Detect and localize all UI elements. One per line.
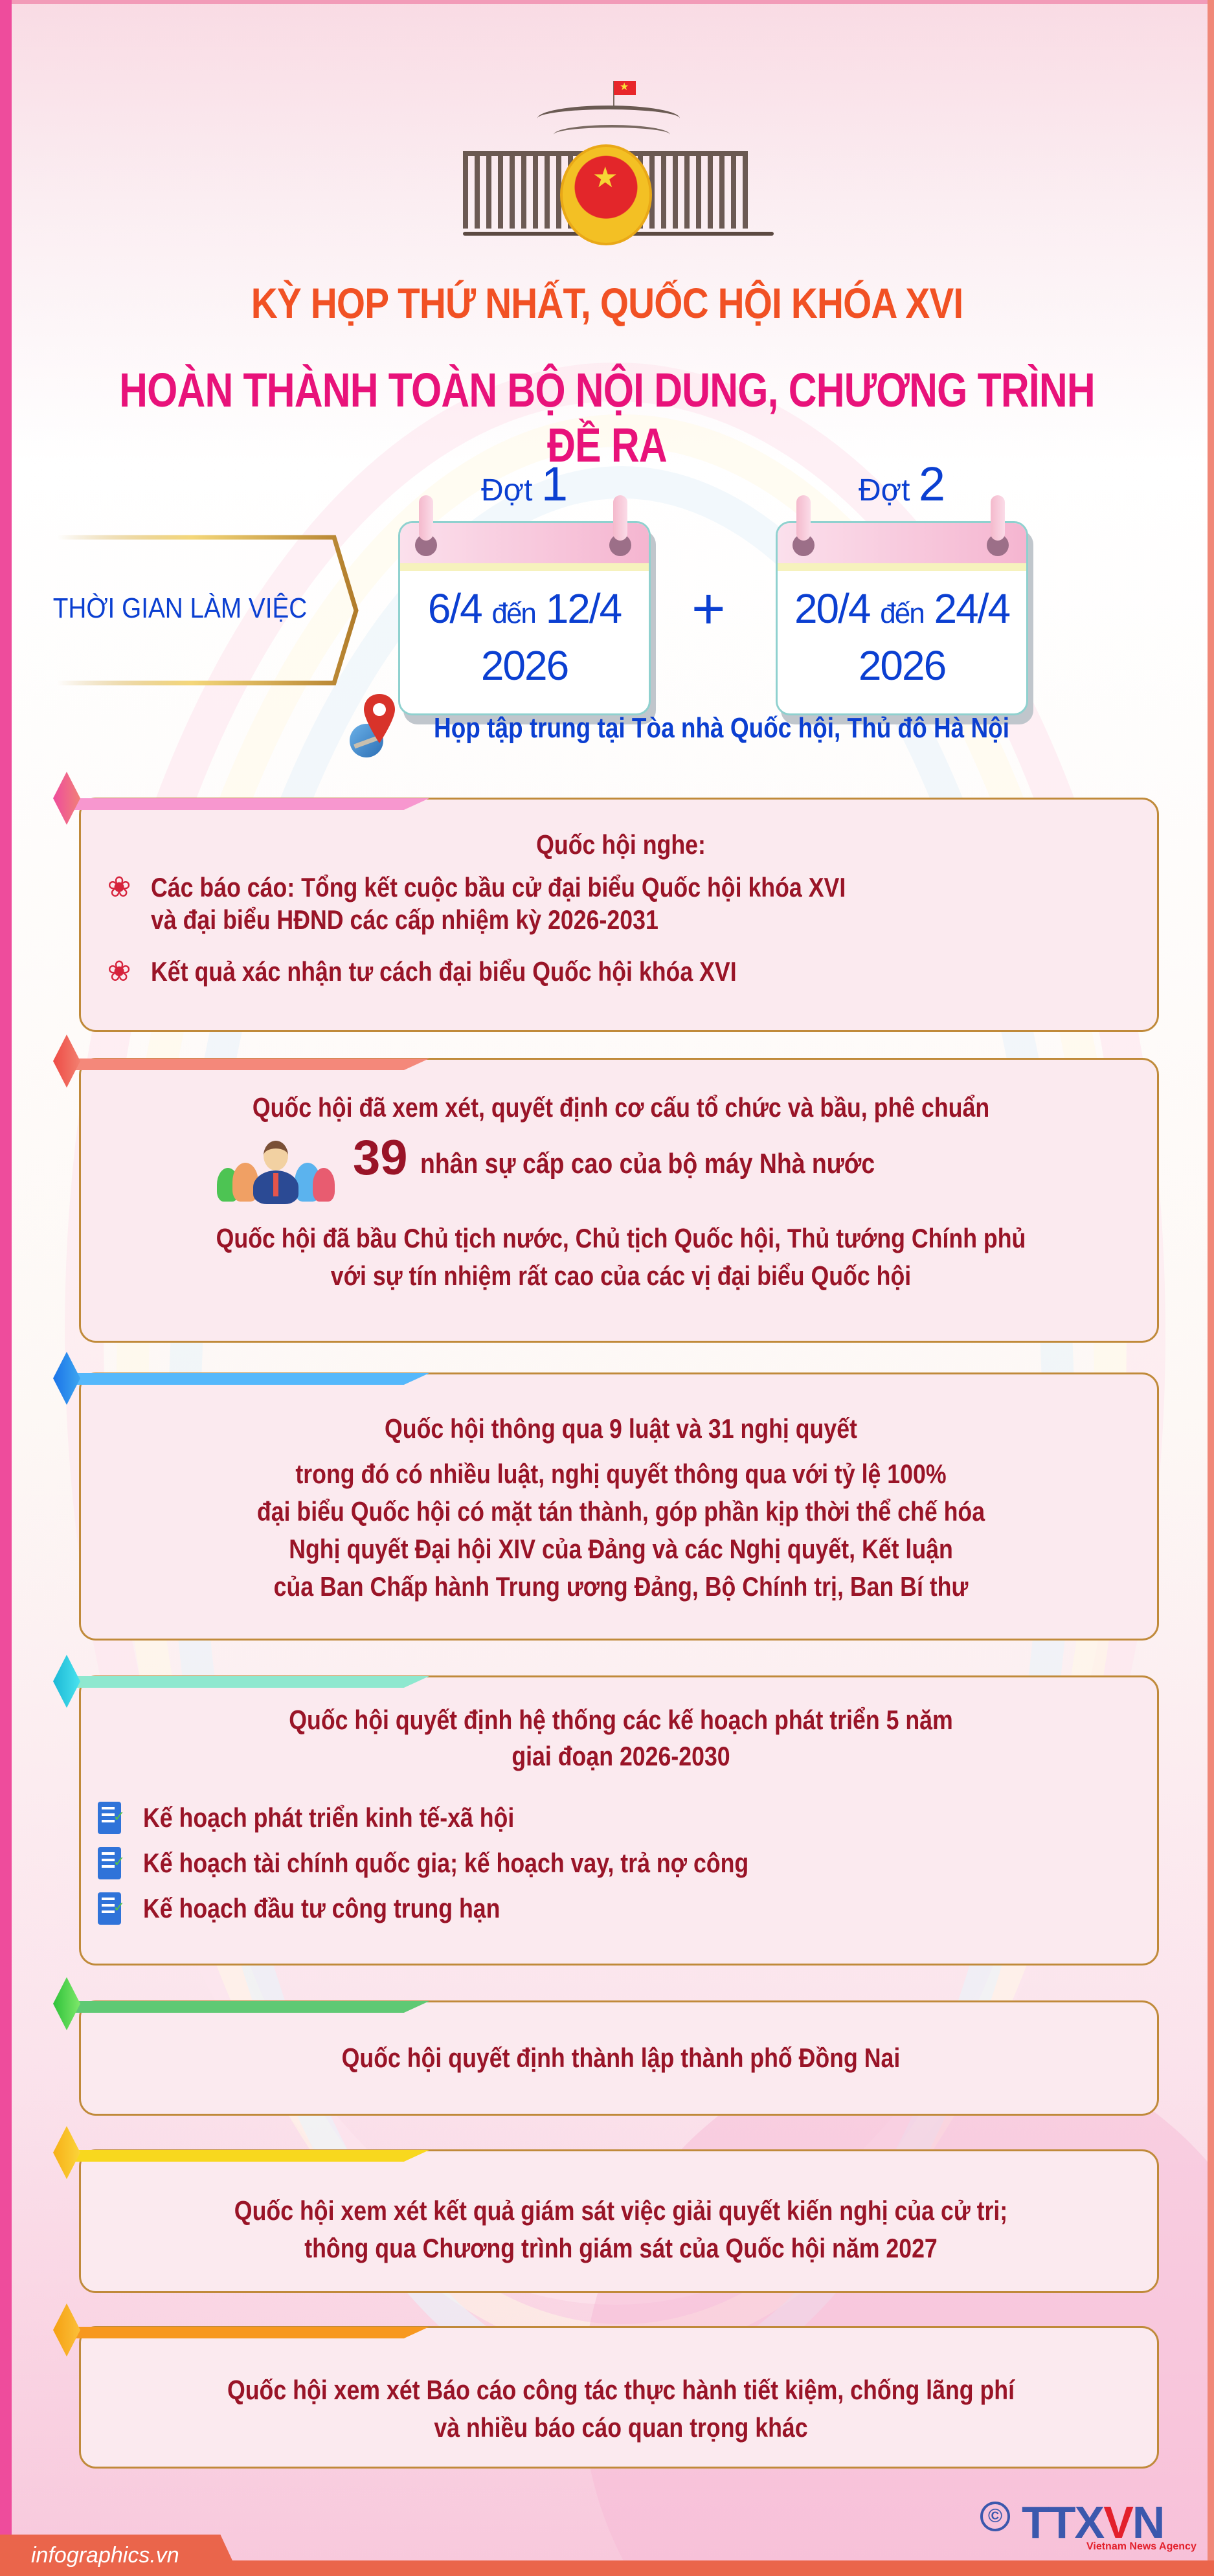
- accent-stripe: [67, 1676, 429, 1688]
- card-tab: [67, 2150, 455, 2162]
- card-line: Quốc hội đã xem xét, quyết định cơ cấu tổ chức và bầu, phê chuẩn: [252, 1092, 990, 1123]
- copyright-icon: ©: [980, 2502, 1010, 2531]
- calendar-ring: [991, 495, 1005, 541]
- accent-stripe: [67, 798, 429, 810]
- card-dong-nai: [79, 2000, 1159, 2116]
- list-item: [98, 1802, 579, 1834]
- phase-word: Đợt: [481, 473, 533, 508]
- logo-ttx: TTX: [1022, 2497, 1104, 2548]
- personnel-label: nhân sự cấp cao của bộ máy Nhà nước: [420, 1148, 875, 1180]
- card-supervision: [79, 2149, 1159, 2293]
- lotus-icon: ❀: [107, 871, 131, 903]
- diamond-icon: [53, 1352, 80, 1405]
- checklist-icon: [98, 1892, 121, 1925]
- calendar-ring: [613, 495, 627, 541]
- calendar-ring: [419, 495, 433, 541]
- calendar-phase-2: [776, 457, 1028, 709]
- diamond-icon: [53, 1977, 80, 2030]
- card-tab: [67, 1058, 455, 1070]
- card-heading: Quốc hội nghe:: [536, 829, 706, 860]
- card-heading: Quốc hội quyết định hệ thống các kế hoạch phát triển 5 năm: [289, 1705, 953, 1735]
- checklist-icon: [98, 1847, 121, 1879]
- right-border: [1208, 0, 1214, 2576]
- card-line: Nghị quyết Đại hội XIV của Đảng và các Nghị quyết, Kết luận: [289, 1534, 953, 1564]
- top-border: [0, 0, 1214, 4]
- calendar-ring: [796, 495, 811, 541]
- logo-v: V: [1103, 2497, 1132, 2548]
- card-tab: [67, 798, 455, 810]
- card-line: thông qua Chương trình giám sát của Quốc hội năm 2027: [304, 2233, 938, 2263]
- card-laws: [79, 1372, 1159, 1641]
- personnel-count: 39: [353, 1130, 408, 1185]
- card-tab: [67, 1373, 455, 1385]
- dome: [554, 125, 670, 144]
- logo-subtitle: Vietnam News Agency: [1086, 2541, 1197, 2552]
- page-subtitle: HOÀN THÀNH TOÀN BỘ NỘI DUNG, CHƯƠNG TRÌNH ĐỀ RA: [119, 363, 1095, 472]
- accent-stripe: [67, 2001, 429, 2013]
- date-range: [778, 585, 1026, 633]
- card-line: Quốc hội xem xét kết quả giám sát việc giải quyết kiến nghị của cử tri;: [234, 2195, 1008, 2226]
- phase-number: 2: [918, 457, 945, 511]
- lotus-icon: ❀: [107, 956, 131, 987]
- year: 2026: [480, 642, 568, 689]
- card-heading: giai đoạn 2026-2030: [511, 1741, 730, 1771]
- left-border: [0, 0, 12, 2576]
- year: 2026: [858, 642, 946, 689]
- working-time-label: THỜI GIAN LÀM VIỆC: [52, 592, 308, 624]
- list-item-continuation: [151, 904, 748, 935]
- card-line: Quốc hội xem xét Báo cáo công tác thực hành tiết kiệm, chống lãng phí: [227, 2375, 1015, 2405]
- date-to-word: đến: [491, 598, 535, 629]
- diamond-icon: [53, 1655, 80, 1708]
- national-assembly-emblem-icon: [463, 74, 748, 249]
- card-line: Quốc hội đã bầu Chủ tịch nước, Chủ tịch Quốc hội, Thủ tướng Chính phủ: [216, 1223, 1026, 1253]
- calendar-phase-1: [398, 457, 651, 709]
- card-tab: [67, 2001, 455, 2013]
- card-line: và nhiều báo cáo quan trọng khác: [434, 2412, 808, 2443]
- diamond-icon: [53, 2303, 80, 2357]
- ttxvn-logo: [971, 2499, 1204, 2557]
- list-item-text: Kế hoạch đầu tư công trung hạn: [143, 1893, 500, 1923]
- diamond-icon: [53, 1035, 80, 1088]
- card-line: đại biểu Quốc hội có mặt tán thành, góp phần kịp thời thể chế hóa: [256, 1496, 985, 1527]
- card-line: với sự tín nhiệm rất cao của các vị đại biểu Quốc hội: [330, 1260, 912, 1291]
- list-item-text: Kế hoạch phát triển kinh tế-xã hội: [143, 1802, 515, 1833]
- list-item-text: Các báo cáo: Tổng kết cuộc bầu cử đại biểu Quốc hội khóa XVI: [151, 872, 846, 902]
- card-plans: [79, 1675, 1159, 1966]
- card-heading: Quốc hội thông qua 9 luật và 31 nghị quyết: [385, 1413, 857, 1444]
- phase-number: 1: [541, 457, 568, 511]
- card-hearing: [79, 798, 1159, 1032]
- logo-wordmark: [1022, 2496, 1163, 2548]
- card-thrift: [79, 2326, 1159, 2469]
- page-title: KỲ HỌP THỨ NHẤT, QUỐC HỘI KHÓA XVI: [251, 279, 963, 327]
- list-item-text: Kết quả xác nhận tư cách đại biểu Quốc hội khóa XVI: [151, 956, 737, 987]
- date-to: 12/4: [545, 585, 622, 632]
- national-emblem-icon: [560, 144, 652, 245]
- vietnam-flag-icon: [614, 81, 636, 95]
- list-item: [98, 1847, 855, 1879]
- background-glow: [583, 2039, 1214, 2576]
- diamond-icon: [53, 772, 80, 825]
- people-group-icon: [217, 1141, 327, 1202]
- card-tab: [67, 1676, 455, 1688]
- site-link[interactable]: infographics.vn: [31, 2543, 179, 2568]
- date-to: 24/4: [934, 585, 1010, 632]
- list-item: [98, 1892, 563, 1925]
- map-pin-icon: [361, 693, 398, 745]
- list-item: [100, 871, 969, 904]
- working-time-label-box: [18, 534, 361, 686]
- date-range: [400, 585, 649, 633]
- card-line: Quốc hội quyết định thành lập thành phố Đồng Nai: [341, 2043, 901, 2073]
- list-item-text: Kế hoạch tài chính quốc gia; kế hoạch vay, trả nợ công: [143, 1848, 749, 1878]
- venue-text: Họp tập trung tại Tòa nhà Quốc hội, Thủ đô Hà Nội: [434, 712, 1010, 744]
- accent-stripe: [67, 2327, 429, 2338]
- accent-stripe: [67, 1373, 429, 1385]
- calendar-band: [778, 563, 1026, 571]
- list-item-text: và đại biểu HĐND các cấp nhiệm kỳ 2026-2031: [151, 904, 658, 935]
- plus-icon: +: [691, 577, 726, 642]
- card-personnel: [79, 1058, 1159, 1343]
- accent-stripe: [67, 1058, 429, 1070]
- card-line: của Ban Chấp hành Trung ương Đảng, Bộ Chính trị, Ban Bí thư: [273, 1571, 969, 1602]
- list-item: [100, 955, 840, 989]
- date-from: 20/4: [794, 585, 870, 632]
- date-from: 6/4: [427, 585, 482, 632]
- calendar-band: [400, 563, 649, 571]
- logo-n: N: [1132, 2497, 1164, 2548]
- card-line: trong đó có nhiều luật, nghị quyết thông qua với tỷ lệ 100%: [295, 1459, 947, 1489]
- checklist-icon: [98, 1802, 121, 1834]
- accent-stripe: [67, 2150, 429, 2162]
- diamond-icon: [53, 2126, 80, 2179]
- date-to-word: đến: [880, 598, 924, 629]
- card-tab: [67, 2327, 455, 2338]
- phase-word: Đợt: [859, 473, 910, 508]
- venue: [350, 693, 1127, 764]
